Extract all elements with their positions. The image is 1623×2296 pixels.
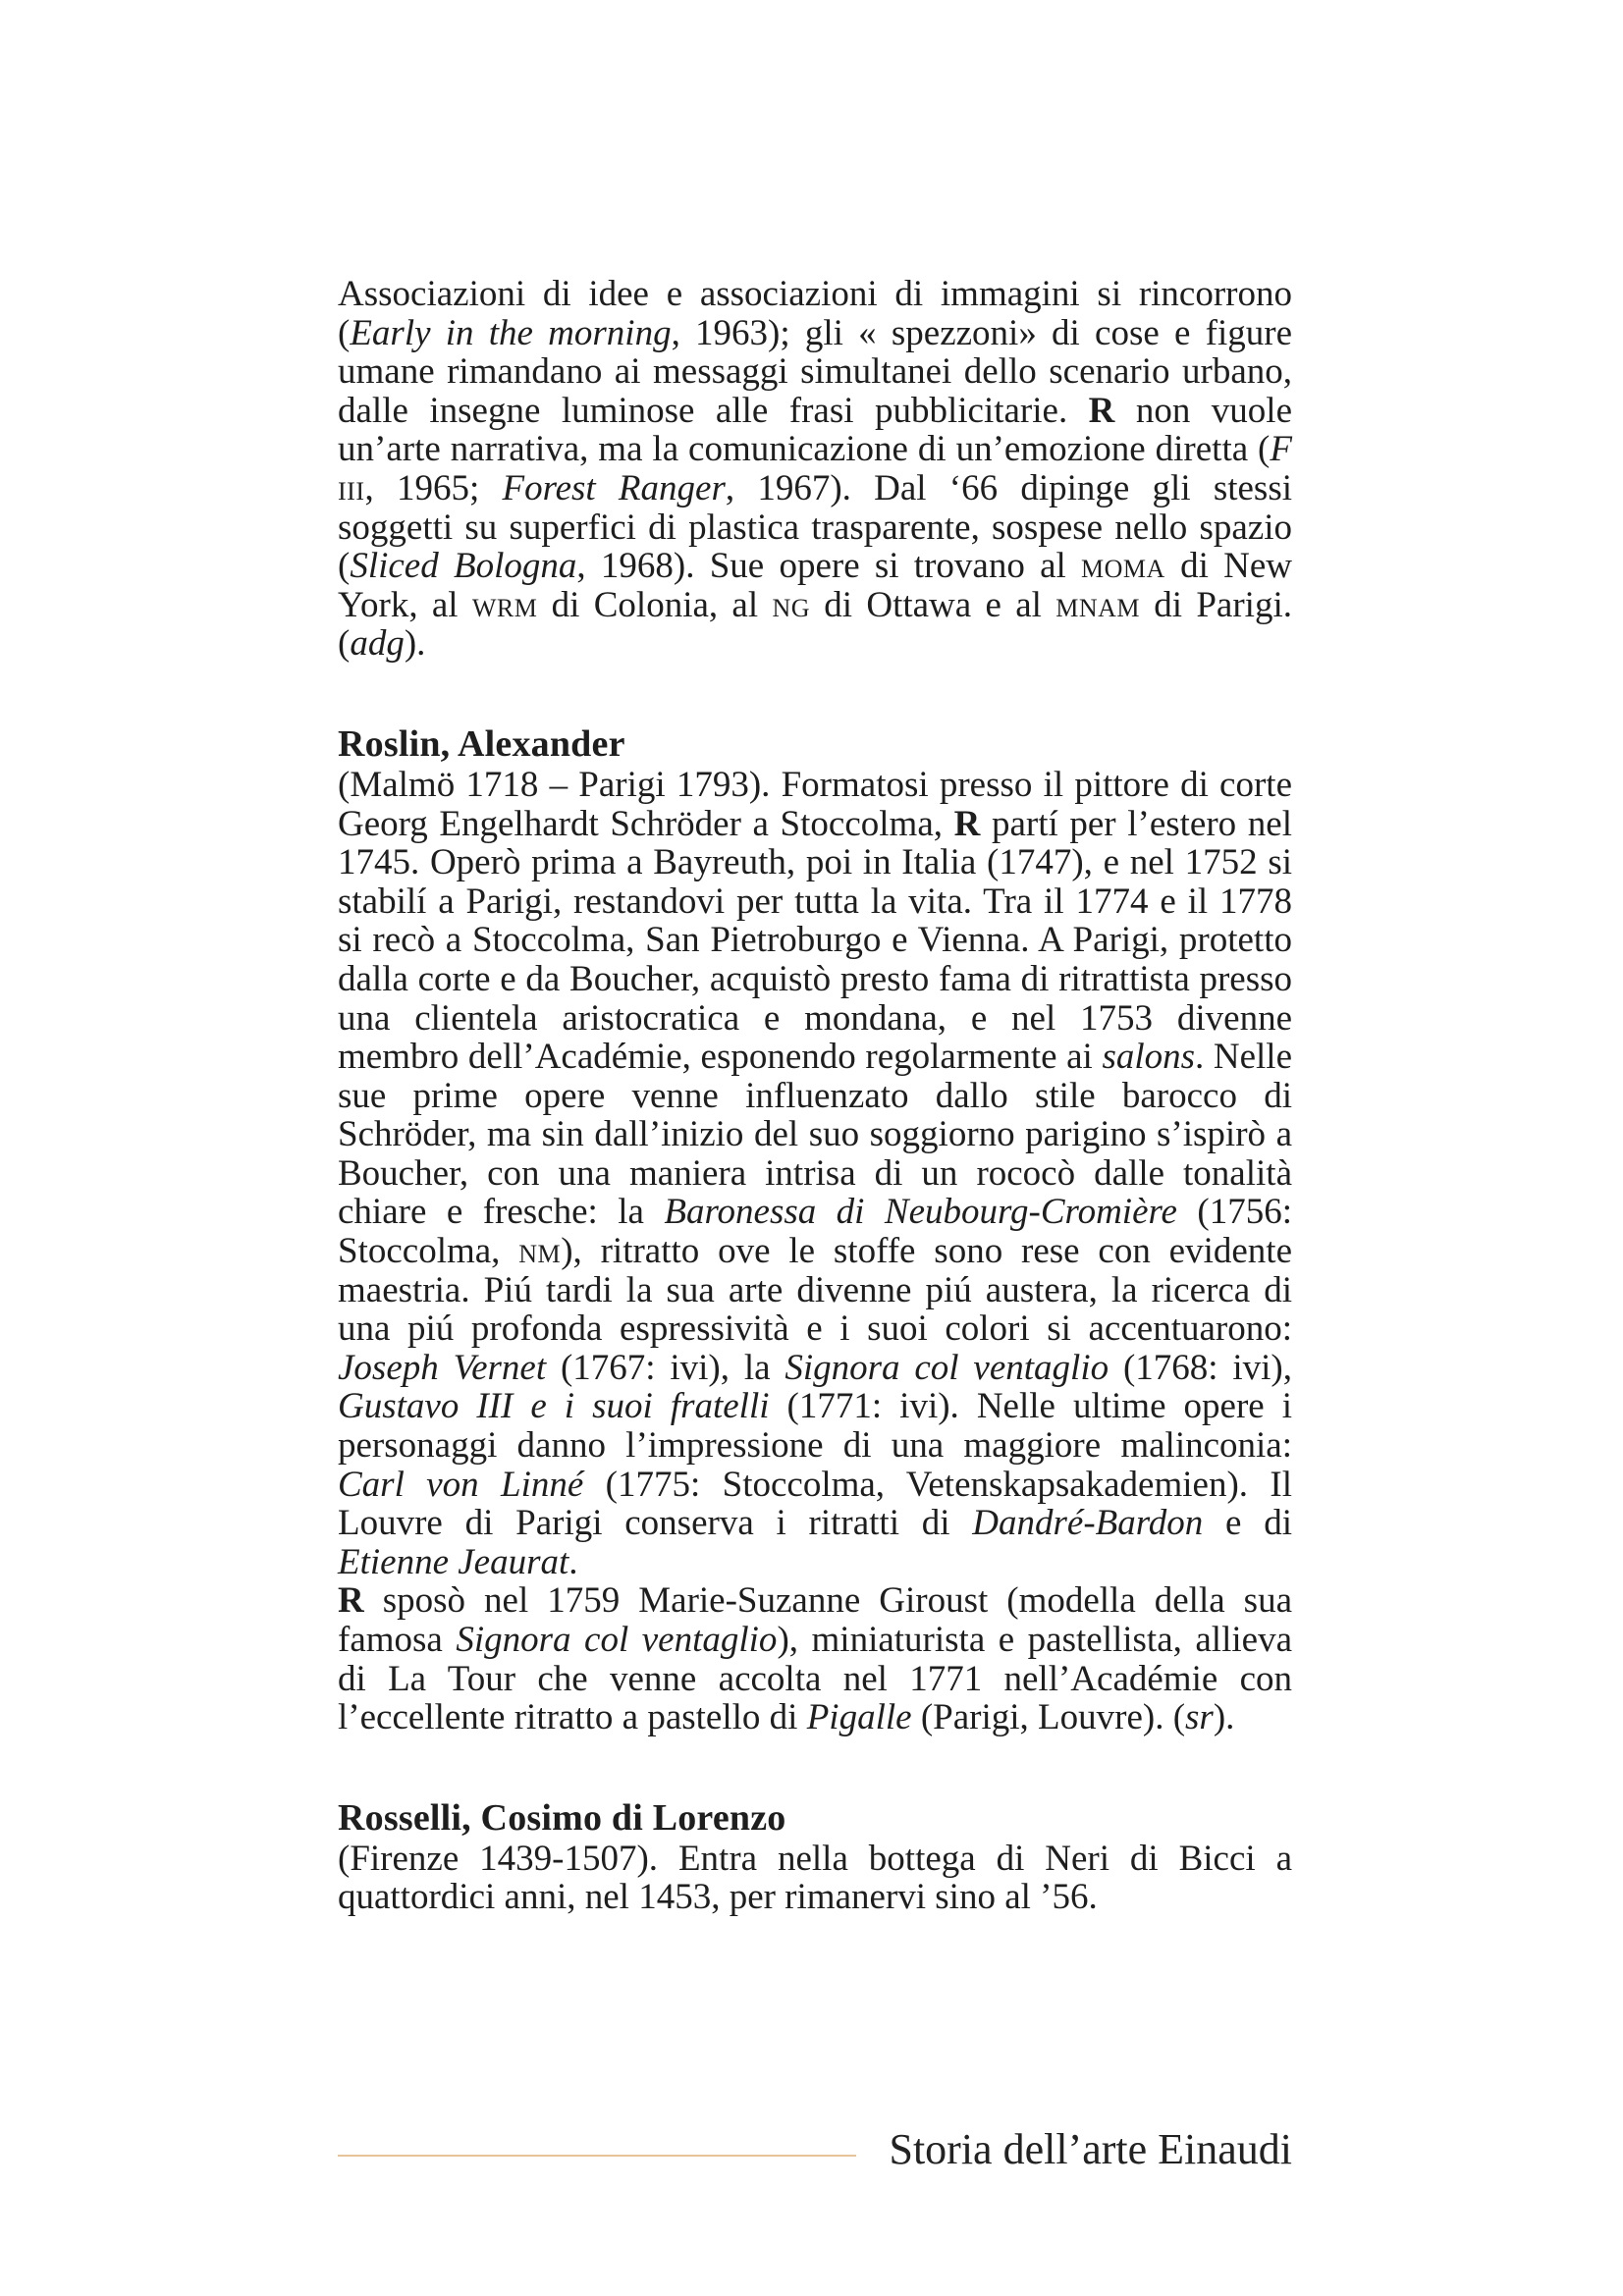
entry-heading: Roslin, Alexander [338,722,625,765]
italic-run: Gustavo III e i suoi fratelli [338,1386,770,1427]
text-run: (Firenze 1439-1507). Entra nella bottega di Neri di Bicci a quattordici anni, nel 1453, per rimanervi sino al ’56. [338,1838,1292,1918]
italic-run: Signora col ventaglio [784,1347,1109,1388]
italic-run: Joseph Vernet [338,1347,547,1388]
text-run: di New York, al [338,546,1292,625]
page-footer [338,2120,1292,2179]
italic-run: Dandré-Bardon [972,1503,1204,1544]
text-run: ), ritratto ove le stoffe sono rese con evidente maestria. Piú tardi la sua arte divenne piú austera, la ricerca di una piú profonda espressività e i suoi colori si accentuarono: [338,1231,1293,1350]
italic-run: Signora col ventaglio [456,1620,778,1660]
italic-run: Carl von Linné [338,1464,584,1505]
text-run: (1767: ivi), la [546,1347,785,1388]
text-run: di Ottawa e al [810,584,1056,625]
small-caps-run: moma [1081,546,1165,587]
text-run: di Parigi. ( [338,584,1292,665]
entry-initial: R [1088,390,1115,431]
small-caps-run: nm [518,1231,562,1272]
small-caps-run: wrm [471,584,538,625]
text-run: Associazioni di idee e associazioni di immagini si rincorrono ( [338,274,1292,353]
entry-initial: R [338,1580,364,1622]
text-run: non vuole un’arte narrativa, ma la comunicazione di un’emozione diretta ( [338,390,1293,470]
text-run: , 1967). Dal ‘66 dipinge gli stessi soggetti su superfici di plastica trasparente, sospese nello spazio ( [338,467,1292,587]
publication-title: Storia dell’arte Einaudi [889,2125,1292,2173]
footer-rule [338,2155,856,2157]
italic-run: Sliced Bologna [350,546,577,587]
italic-run: Early in the morning [350,312,672,353]
italic-run: adg [350,623,405,665]
text-run: (Malmö 1718 – Parigi 1793). Formatosi presso il pittore di corte Georg Engelhardt Schröder a Stoccolma, [338,764,1292,844]
text-run: (1756: Stoccolma, [338,1192,1293,1272]
dictionary-entry [338,722,1292,1737]
dictionary-entry [338,275,1292,664]
small-caps-run: ng [772,584,810,625]
text-run: , 1968). Sue opere si trovano al [576,546,1082,587]
italic-run: Forest Ranger [502,467,726,508]
dictionary-entry [338,1796,1292,1917]
small-caps-run: iii [338,467,365,508]
entry-initial: R [953,803,981,844]
text-run: ). [404,623,426,665]
entry-paragraph [338,1840,1292,1917]
entry-heading: Rosselli, Cosimo di Lorenzo [338,1796,786,1839]
text-run: (1768: ivi), [1109,1347,1293,1388]
text-run: ), miniaturista e pastellista, allieva di La Tour che venne accolta nel 1771 nell’Académie con l’eccellente ritratto a pastello di [338,1620,1292,1738]
text-run: (Parigi, Louvre). ( [911,1697,1186,1738]
text-run: (1775: Stoccolma, Vetenskapsakademien). Il Louvre di Parigi conserva i ritratti di [338,1464,1292,1544]
italic-run: salons [1102,1037,1196,1078]
italic-run: sr [1185,1697,1214,1738]
text-run: (1771: ivi). Nelle ultime opere i personaggi danno l’impressione di una maggiore malinconia: [338,1386,1293,1467]
text-run: , 1963); gli « spezzoni» di cose e figure umane rimandano ai messaggi simultanei dello scenario urbano, dalle insegne luminose alle frasi pubblicitarie. [338,312,1292,431]
text-run: sposò nel 1759 Marie-Suzanne Giroust (modella della sua famosa [338,1580,1292,1660]
text-run: partí per l’estero nel 1745. Operò prima a Bayreuth, poi in Italia (1747), e nel 1752 si stabilí a Parigi, restandovi per tutta la vita. Tra il 1774 e il 1778 si recò a Stoccolma, San Pietroburgo e Vienna. A Parigi, protetto dalla corte e da Boucher, acquistò presto fama di ritrattista presso una clientela aristocratica e mondana, e nel 1753 divenne membro dell’Académie, esponendo regolarmente ai [338,803,1292,1078]
italic-run: F [1270,429,1292,470]
text-run: ). [1213,1697,1235,1738]
text-run: di Colonia, al [537,584,773,625]
italic-run: Baronessa di Neubourg-Cromière [664,1192,1177,1233]
entry-paragraph [338,766,1292,1581]
italic-run: Pigalle [806,1697,912,1738]
italic-run: Etienne Jeaurat [338,1541,569,1582]
entry-paragraph [338,275,1292,664]
text-run: e di [1203,1503,1292,1544]
entry-paragraph [338,1581,1292,1736]
text-run: . Nelle sue prime opere venne influenzato dallo stile barocco di Schröder, ma sin dall’inizio del suo soggiorno parigino s’ispirò a Boucher, con una maniera intrisa di un rococò dalle tonalità chiare e fresche: la [338,1037,1293,1233]
text-run: , 1965; [364,467,503,508]
text-run: . [568,1541,578,1582]
page-body [338,275,1292,1917]
small-caps-run: mnam [1055,584,1140,625]
